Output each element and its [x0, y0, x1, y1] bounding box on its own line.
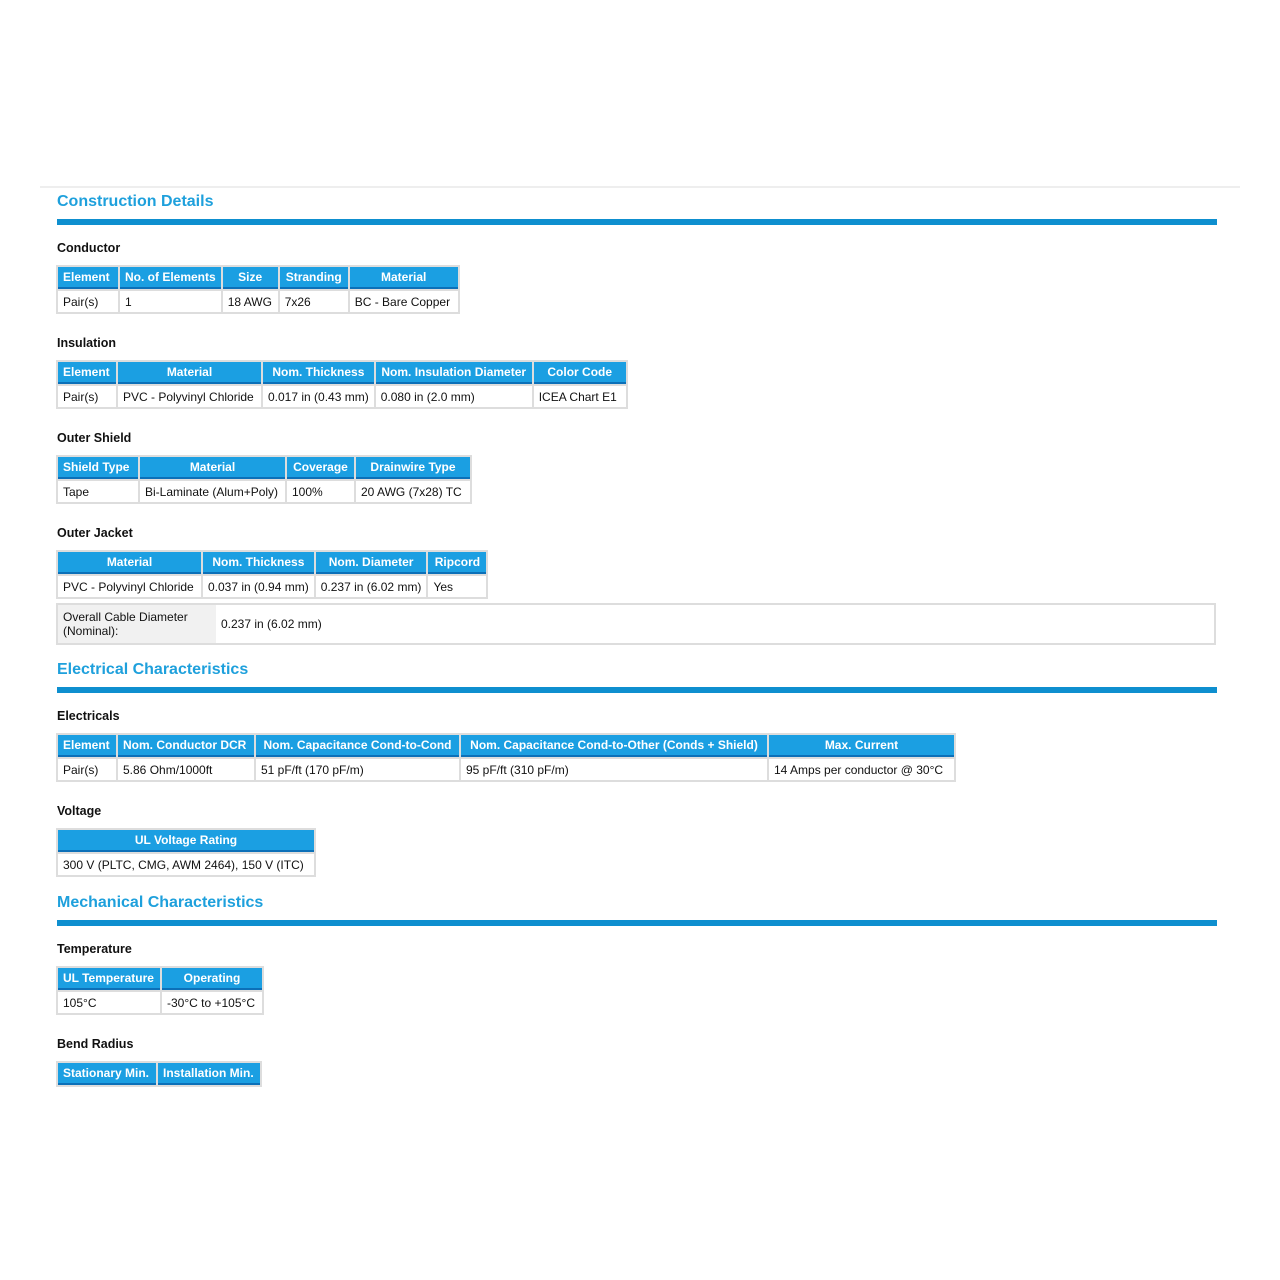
- table-cell: 300 V (PLTC, CMG, AWM 2464), 150 V (ITC): [58, 854, 314, 875]
- electricals-table: [56, 733, 956, 782]
- column-header: Material: [350, 267, 458, 289]
- table-row: [58, 481, 470, 502]
- column-header: Shield Type: [58, 457, 138, 479]
- outer-shield-table: [56, 455, 472, 504]
- overall-diameter-label: Overall Cable Diameter (Nominal):: [57, 604, 216, 644]
- column-header: Material: [140, 457, 285, 479]
- table-cell: 18 AWG: [223, 291, 278, 312]
- column-header: Element: [58, 362, 116, 384]
- table-cell: PVC - Polyvinyl Chloride: [58, 576, 201, 597]
- table-cell: Tape: [58, 481, 138, 502]
- voltage-table: [56, 828, 316, 877]
- column-header: Color Code: [534, 362, 626, 384]
- column-header: Element: [58, 735, 116, 757]
- table-cell: 95 pF/ft (310 pF/m): [461, 759, 767, 780]
- table-cell: 5.86 Ohm/1000ft: [118, 759, 254, 780]
- table-row: [58, 386, 626, 407]
- outer-jacket-table: [56, 550, 488, 599]
- column-header: Drainwire Type: [356, 457, 470, 479]
- insulation-title: Insulation: [57, 336, 117, 350]
- table-cell: Bi-Laminate (Alum+Poly): [140, 481, 285, 502]
- overall-diameter-table: [56, 603, 1216, 645]
- top-divider: [40, 186, 1240, 188]
- bend-radius-title: Bend Radius: [57, 1037, 134, 1051]
- column-header: Stranding: [280, 267, 348, 289]
- spec-sheet: [57, 192, 1217, 1087]
- column-header: No. of Elements: [120, 267, 221, 289]
- table-header-row: [58, 1063, 260, 1085]
- voltage-title: Voltage: [57, 804, 102, 818]
- table-cell: 1: [120, 291, 221, 312]
- column-header: Ripcord: [428, 552, 486, 574]
- column-header: Element: [58, 267, 118, 289]
- column-header: Nom. Capacitance Cond-to-Other (Conds + Shield): [461, 735, 767, 757]
- column-header: Material: [58, 552, 201, 574]
- electricals-title: Electricals: [57, 709, 120, 723]
- column-header: UL Voltage Rating: [58, 830, 314, 852]
- table-cell: -30°C to +105°C: [162, 992, 262, 1013]
- outer-jacket-title: Outer Jacket: [57, 526, 133, 540]
- outer-shield-title: Outer Shield: [57, 431, 132, 445]
- electrical-characteristics-title: Electrical Characteristics: [57, 661, 249, 678]
- column-header: Nom. Capacitance Cond-to-Cond: [256, 735, 459, 757]
- table-cell: 14 Amps per conductor @ 30°C: [769, 759, 954, 780]
- table-cell: 0.037 in (0.94 mm): [203, 576, 314, 597]
- table-header-row: [58, 457, 470, 479]
- table-row: [58, 759, 954, 780]
- table-cell: 0.017 in (0.43 mm): [263, 386, 374, 407]
- conductor-title: Conductor: [57, 241, 121, 255]
- table-cell: 7x26: [280, 291, 348, 312]
- column-header: Stationary Min.: [58, 1063, 156, 1085]
- table-header-row: [58, 267, 458, 289]
- table-cell: Yes: [428, 576, 486, 597]
- temperature-title: Temperature: [57, 942, 132, 956]
- overall-diameter-value: 0.237 in (6.02 mm): [216, 604, 1215, 644]
- table-cell: 0.237 in (6.02 mm): [316, 576, 427, 597]
- table-cell: 20 AWG (7x28) TC: [356, 481, 470, 502]
- table-header-row: [58, 830, 314, 852]
- column-header: Nom. Thickness: [203, 552, 314, 574]
- column-header: Coverage: [287, 457, 354, 479]
- table-cell: Pair(s): [58, 759, 116, 780]
- column-header: Nom. Conductor DCR: [118, 735, 254, 757]
- table-cell: BC - Bare Copper: [350, 291, 458, 312]
- column-header: Max. Current: [769, 735, 954, 757]
- mechanical-characteristics-title: Mechanical Characteristics: [57, 894, 264, 911]
- column-header: Nom. Thickness: [263, 362, 374, 384]
- conductor-table: [56, 265, 460, 314]
- insulation-table: [56, 360, 628, 409]
- column-header: UL Temperature: [58, 968, 160, 990]
- table-cell: 105°C: [58, 992, 160, 1013]
- table-header-row: [58, 735, 954, 757]
- table-row: [58, 576, 486, 597]
- table-header-row: [58, 968, 262, 990]
- column-header: Operating: [162, 968, 262, 990]
- table-row: [57, 604, 1215, 644]
- table-cell: ICEA Chart E1: [534, 386, 626, 407]
- temperature-table: [56, 966, 264, 1015]
- table-cell: Pair(s): [58, 386, 116, 407]
- table-row: [58, 854, 314, 875]
- column-header: Installation Min.: [158, 1063, 260, 1085]
- table-cell: 0.080 in (2.0 mm): [376, 386, 532, 407]
- table-row: [58, 992, 262, 1013]
- table-header-row: [58, 552, 486, 574]
- table-header-row: [58, 362, 626, 384]
- column-header: Material: [118, 362, 261, 384]
- construction-details-title: Construction Details: [57, 193, 214, 210]
- table-row: [58, 291, 458, 312]
- table-cell: PVC - Polyvinyl Chloride: [118, 386, 261, 407]
- column-header: Nom. Diameter: [316, 552, 427, 574]
- bend-radius-table: [56, 1061, 262, 1087]
- table-cell: Pair(s): [58, 291, 118, 312]
- table-cell: 51 pF/ft (170 pF/m): [256, 759, 459, 780]
- column-header: Size: [223, 267, 278, 289]
- column-header: Nom. Insulation Diameter: [376, 362, 532, 384]
- table-cell: 100%: [287, 481, 354, 502]
